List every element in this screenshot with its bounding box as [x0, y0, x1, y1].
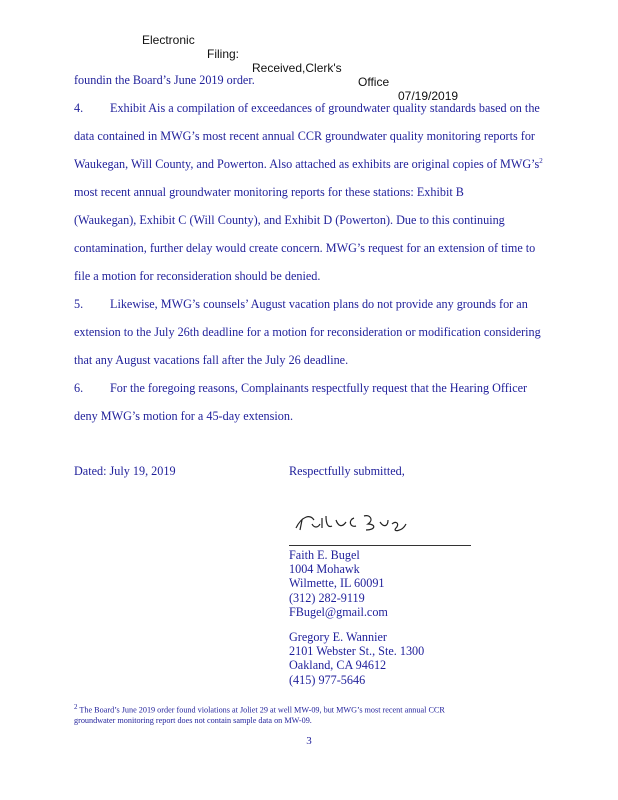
- paragraph-5: 5. Likewise, MWG’s counsels’ August vacation plans do not provide any grounds for an: [74, 297, 528, 311]
- body-line: most recent annual groundwater monitoring reports for these stations: Exhibit B: [74, 185, 464, 199]
- contact-email: FBugel@gmail.com: [289, 604, 388, 619]
- page-header: [0, 19, 618, 103]
- paragraph-4: 4. Exhibit Ais a compilation of exceedances of groundwater quality standards based on the: [74, 101, 540, 115]
- contact-name: Gregory E. Wannier: [289, 630, 387, 644]
- body-line: foundin the Board’s June 2019 order.: [74, 73, 255, 87]
- contact-phone: (415) 977-5646: [289, 672, 366, 687]
- contact-street: 2101 Webster St., Ste. 1300: [289, 644, 425, 659]
- body-line: file a motion for reconsideration should be denied.: [74, 269, 321, 283]
- contact-street: 1004 Mohawk: [289, 562, 360, 577]
- header-date: 07/19/2019: [398, 89, 459, 103]
- contact-city: Oakland, CA 94612: [289, 658, 387, 673]
- page-number: 3: [306, 735, 312, 747]
- header-electronic: Electronic: [142, 33, 195, 47]
- header-received: Received,Clerk's: [252, 61, 342, 75]
- header-office: Office: [358, 75, 390, 89]
- body-line: data contained in MWG’s most recent annual CCR groundwater quality monitoring reports for: [74, 129, 535, 143]
- body-line: (Waukegan), Exhibit C (Will County), and Exhibit D (Powerton). Due to this continuing: [74, 213, 505, 227]
- paragraph-number: 6.: [74, 381, 84, 395]
- body-line: deny MWG’s motion for a 45-day extension.: [74, 409, 293, 423]
- dated-line: Dated: July 19, 2019: [74, 464, 176, 478]
- paragraph-number: 4.: [74, 101, 84, 115]
- contact-phone: (312) 282-9119: [289, 590, 365, 605]
- body-line: Waukegan, Will County, and Powerton. Also attached as exhibits are original copies of $MWG’s^2$: [74, 157, 543, 172]
- footnote: $^2$ The Board’s June 2019 order found violations at Joliet 29 at well MW-09, but MWG’s most recent annual CCR groundwater monitoring report does not contain sample data on MW-09.: [74, 703, 445, 725]
- footnote-mark: 2: [74, 703, 78, 711]
- paragraph-6: 6. For the foregoing reasons, Complainants respectfully request that the Hearing Officer: [74, 381, 528, 395]
- body-line: contamination, further delay would create concern. MWG’s request for an extension of time to: [74, 241, 536, 255]
- header-filing: Filing:: [207, 47, 240, 61]
- signature-line: [289, 545, 471, 546]
- contact-block-wannier: [289, 630, 424, 687]
- body-line: that any August vacations fall after the July 26 deadline.: [74, 353, 349, 367]
- contact-block-bugel: [289, 548, 388, 619]
- footnote-ref: 2: [539, 157, 543, 165]
- paragraph-number: 5.: [74, 297, 84, 311]
- respectfully-submitted: Respectfully submitted,: [289, 464, 405, 478]
- body-line: extension to the July 26th deadline for a motion for reconsideration or modification considering: [74, 325, 541, 339]
- contact-city: Wilmette, IL 60091: [289, 576, 385, 591]
- signature-image: [292, 506, 412, 538]
- contact-name: Faith E. Bugel: [289, 548, 360, 562]
